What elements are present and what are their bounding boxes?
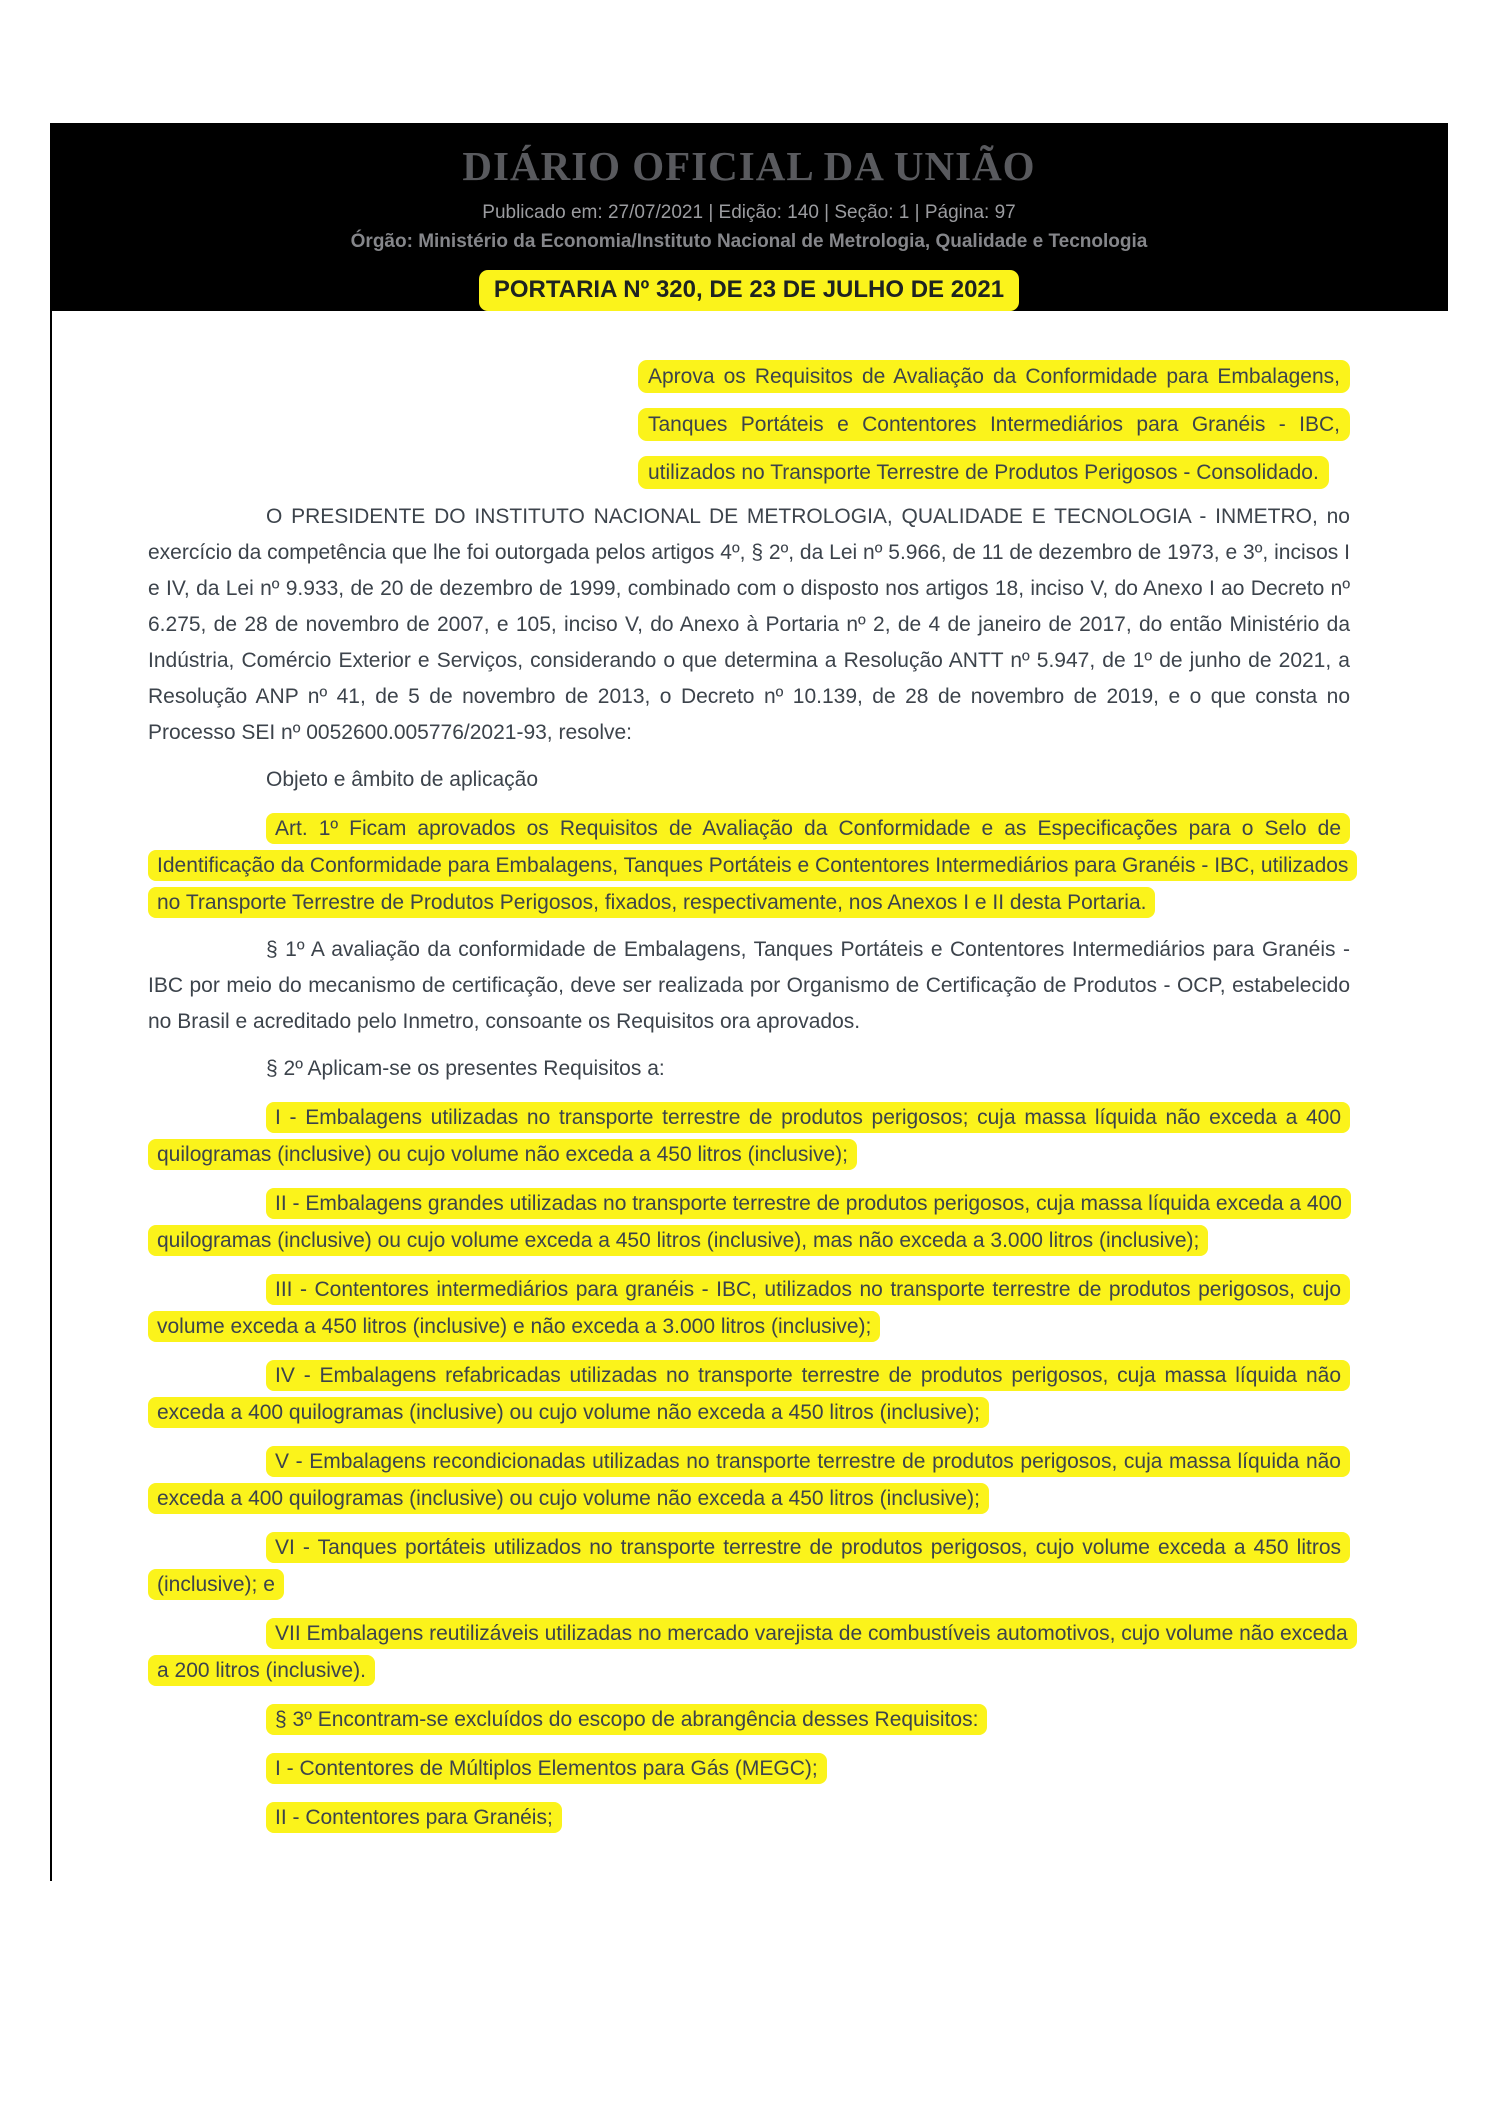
document-paragraph [148, 1529, 1350, 1603]
paragraph-highlight: II - Embalagens grandes utilizadas no transporte terrestre de produtos perigosos, cuja massa líquida exceda a 400 quilogramas (inclusive) ou cujo volume exceda a 450 litros (inclusive), mas não exceda a 3.000 litros (inclusive); [148, 1188, 1351, 1256]
dou-masthead-title: DIÁRIO OFICIAL DA UNIÃO [462, 143, 1036, 189]
document-paragraph: Objeto e âmbito de aplicação [266, 768, 539, 791]
act-summary-highlight: Aprova os Requisitos de Avaliação da Conformidade para Embalagens, Tanques Portáteis e Contentores Intermediários para Granéis - IBC, utilizados no Transporte Terrestre de Produtos Perigosos - Consolidado. [638, 360, 1350, 489]
paragraph-highlight: I - Contentores de Múltiplos Elementos para Gás (MEGC); [266, 1753, 827, 1784]
document-paragraph: O PRESIDENTE DO INSTITUTO NACIONAL DE METROLOGIA, QUALIDADE E TECNOLOGIA - INMETRO, no exercício da competência que lhe foi outorgada pelos artigos 4º, § 2º, da Lei nº 5.966, de 11 de dezembro de 1973, e 3º, incisos I e IV, da Lei nº 9.933, de 20 de dezembro de 1999, combinado com o disposto nos artigos 18, inciso V, do Anexo I ao Decreto nº 6.275, de 28 de novembro de 2007, e 105, inciso V, do Anexo à Portaria nº 2, de 4 de janeiro de 2017, do então Ministério da Indústria, Comércio Exterior e Serviços, considerando o que determina a Resolução ANTT nº 5.947, de 1º de junho de 2021, a Resolução ANP nº 41, de 5 de novembro de 2013, o Decreto nº 10.139, de 28 de novembro de 2019, e o que consta no Processo SEI nº 0052600.005776/2021-93, resolve: [148, 505, 1350, 744]
document-paragraph [148, 1271, 1350, 1345]
paragraph-highlight: IV - Embalagens refabricadas utilizadas no transporte terrestre de produtos perigosos, cuja massa líquida não exceda a 400 quilogramas (inclusive) ou cujo volume não exceda a 450 litros (inclusive); [148, 1360, 1350, 1428]
act-title-highlight: PORTARIA Nº 320, DE 23 DE JULHO DE 2021 [479, 270, 1019, 311]
act-summary [638, 353, 1350, 497]
paragraph-highlight: VII Embalagens reutilizáveis utilizadas no mercado varejista de combustíveis automotivos, cujo volume não exceda a 200 litros (inclusive). [148, 1618, 1357, 1686]
paragraph-highlight: I - Embalagens utilizadas no transporte terrestre de produtos perigosos; cuja massa líquida não exceda a 400 quilogramas (inclusive) ou cujo volume não exceda a 450 litros (inclusive); [148, 1102, 1350, 1170]
document-paragraph [148, 1185, 1350, 1259]
dou-header [50, 123, 1448, 311]
document-paragraph [148, 1357, 1350, 1431]
document-paragraph [148, 810, 1350, 921]
document-paragraph [148, 1099, 1350, 1173]
paragraph-highlight: V - Embalagens recondicionadas utilizadas no transporte terrestre de produtos perigosos, cuja massa líquida não exceda a 400 quilogramas (inclusive) ou cujo volume não exceda a 450 litros (inclusive); [148, 1446, 1350, 1514]
publication-meta-line: Publicado em: 27/07/2021 | Edição: 140 | Seção: 1 | Página: 97 [482, 202, 1016, 223]
document-body [50, 311, 1448, 1881]
document-paragraph [148, 1615, 1350, 1689]
paragraph-highlight: Art. 1º Ficam aprovados os Requisitos de Avaliação da Conformidade e as Especificações para o Selo de Identificação da Conformidade para Embalagens, Tanques Portáteis e Contentores Intermediários para Granéis - IBC, utilizados no Transporte Terrestre de Produtos Perigosos, fixados, respectivamente, nos Anexos I e II desta Portaria. [148, 813, 1357, 918]
document-paragraph [148, 1443, 1350, 1517]
document-paragraph: § 2º Aplicam-se os presentes Requisitos a: [266, 1057, 665, 1080]
paragraph-highlight: II - Contentores para Granéis; [266, 1802, 562, 1833]
organ-line: Órgão: Ministério da Economia/Instituto Nacional de Metrologia, Qualidade e Tecnologia [350, 231, 1148, 252]
document-paragraph [148, 1750, 1350, 1787]
paragraph-highlight: § 3º Encontram-se excluídos do escopo de abrangência desses Requisitos: [266, 1704, 987, 1735]
paragraph-highlight: VI - Tanques portáteis utilizados no transporte terrestre de produtos perigosos, cujo volume exceda a 450 litros (inclusive); e [148, 1532, 1350, 1600]
paragraph-highlight: III - Contentores intermediários para granéis - IBC, utilizados no transporte terrestre de produtos perigosos, cujo volume exceda a 450 litros (inclusive) e não exceda a 3.000 litros (inclusive); [148, 1274, 1350, 1342]
act-title [50, 270, 1448, 311]
document-paragraph [148, 1701, 1350, 1738]
paragraphs-container [148, 499, 1350, 1836]
document-paragraph [148, 1799, 1350, 1836]
document-paragraph: § 1º A avaliação da conformidade de Embalagens, Tanques Portáteis e Contentores Intermediários para Granéis - IBC por meio do mecanismo de certificação, deve ser realizada por Organismo de Certificação de Produtos - OCP, estabelecido no Brasil e acreditado pelo Inmetro, consoante os Requisitos ora aprovados. [148, 938, 1350, 1033]
